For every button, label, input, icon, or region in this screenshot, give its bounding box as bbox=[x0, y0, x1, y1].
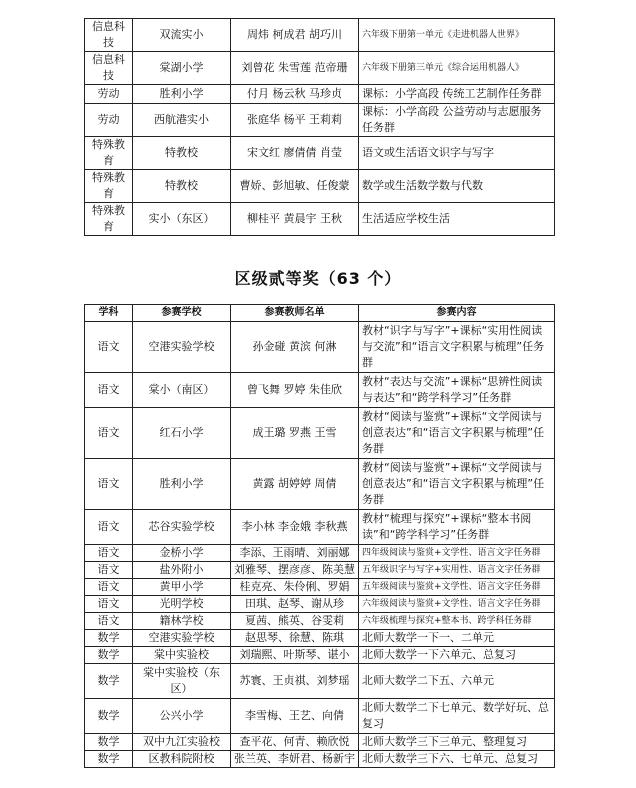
table-row bbox=[85, 85, 555, 104]
table-row bbox=[85, 203, 555, 236]
cell-school: 公兴小学 bbox=[133, 699, 231, 734]
cell-school: 棠中实验校（东区） bbox=[133, 664, 231, 699]
header-subject: 学科 bbox=[85, 305, 133, 322]
section-title: 区级贰等奖（63 个） bbox=[234, 269, 402, 288]
cell-subject: 信息科技 bbox=[85, 52, 133, 85]
cell-subject: 特殊教育 bbox=[85, 137, 133, 170]
cell-teachers: 付月 杨云秋 马珍贞 bbox=[231, 85, 359, 104]
cell-subject: 语文 bbox=[85, 510, 133, 545]
cell-teachers: 桂克亮、朱伶俐、罗娟 bbox=[231, 579, 359, 596]
header-school: 参赛学校 bbox=[133, 305, 231, 322]
table-row bbox=[85, 647, 555, 664]
table-row bbox=[85, 699, 555, 734]
table-row bbox=[85, 373, 555, 408]
cell-teachers: 周炜 柯成君 胡巧川 bbox=[231, 19, 359, 52]
table-header-row bbox=[85, 305, 555, 322]
cell-subject: 语文 bbox=[85, 562, 133, 579]
cell-subject: 语文 bbox=[85, 579, 133, 596]
cell-teachers: 成王璐 罗燕 王雪 bbox=[231, 408, 359, 459]
cell-subject: 数学 bbox=[85, 699, 133, 734]
award-table-continued bbox=[84, 18, 555, 236]
cell-teachers: 柳桂平 黄晨宇 王秋 bbox=[231, 203, 359, 236]
table-row bbox=[85, 137, 555, 170]
table-row bbox=[85, 104, 555, 137]
cell-school: 棠中实验校 bbox=[133, 647, 231, 664]
cell-school: 双流实小 bbox=[133, 19, 231, 52]
cell-school: 芯谷实验学校 bbox=[133, 510, 231, 545]
cell-teachers: 刘瑞熙、叶斯琴、谌小 bbox=[231, 647, 359, 664]
cell-content: 北师大数学一下六单元、总复习 bbox=[359, 647, 555, 664]
cell-subject: 劳动 bbox=[85, 104, 133, 137]
cell-school: 光明学校 bbox=[133, 596, 231, 613]
cell-school: 籍林学校 bbox=[133, 613, 231, 630]
cell-content: 五年级识字与写字+实用性、语言文字任务群 bbox=[359, 562, 555, 579]
table-row bbox=[85, 751, 555, 768]
table-row bbox=[85, 52, 555, 85]
table-row bbox=[85, 613, 555, 630]
cell-school: 盐外附小 bbox=[133, 562, 231, 579]
table-row bbox=[85, 562, 555, 579]
table-row bbox=[85, 596, 555, 613]
cell-school: 空港实验学校 bbox=[133, 630, 231, 647]
cell-school: 金桥小学 bbox=[133, 545, 231, 562]
cell-content: 教材“阅读与鉴赏”+课标“文学阅读与创意表达”和“语言文字积累与梳理”任务群 bbox=[359, 459, 555, 510]
cell-subject: 数学 bbox=[85, 734, 133, 751]
cell-content: 教材“识字与写字”+课标“实用性阅读与交流”和“语言文字积累与梳理”任务群 bbox=[359, 322, 555, 373]
table-row bbox=[85, 734, 555, 751]
cell-school: 棠湖小学 bbox=[133, 52, 231, 85]
table-row bbox=[85, 510, 555, 545]
cell-teachers: 刘曾花 朱雪莲 范帝珊 bbox=[231, 52, 359, 85]
header-content: 参赛内容 bbox=[359, 305, 555, 322]
cell-subject: 语文 bbox=[85, 596, 133, 613]
cell-teachers: 田琪、赵琴、谢从珍 bbox=[231, 596, 359, 613]
cell-subject: 语文 bbox=[85, 459, 133, 510]
cell-content: 语文或生活语文识字与写字 bbox=[359, 137, 555, 170]
table-row bbox=[85, 322, 555, 373]
cell-school: 区教科院附校 bbox=[133, 751, 231, 768]
cell-subject: 劳动 bbox=[85, 85, 133, 104]
cell-subject: 语文 bbox=[85, 613, 133, 630]
cell-content: 教材“表达与交流”+课标“思辨性阅读与表达”和“跨学科学习”任务群 bbox=[359, 373, 555, 408]
cell-teachers: 张庭华 杨平 王莉莉 bbox=[231, 104, 359, 137]
cell-subject: 信息科技 bbox=[85, 19, 133, 52]
cell-subject: 语文 bbox=[85, 373, 133, 408]
cell-teachers: 黄露 胡婷婷 周倩 bbox=[231, 459, 359, 510]
cell-content: 课标：小学高段 公益劳动与志愿服务任务群 bbox=[359, 104, 555, 137]
cell-content: 六年级下册第三单元《综合运用机器人》 bbox=[359, 52, 555, 85]
cell-school: 西航港实小 bbox=[133, 104, 231, 137]
cell-teachers: 孙金碰 黄滨 何淋 bbox=[231, 322, 359, 373]
cell-teachers: 刘雅琴、摆彦彦、陈美慧 bbox=[231, 562, 359, 579]
cell-subject: 数学 bbox=[85, 751, 133, 768]
cell-subject: 语文 bbox=[85, 545, 133, 562]
cell-content: 课标：小学高段 传统工艺制作任务群 bbox=[359, 85, 555, 104]
cell-school: 实小（东区） bbox=[133, 203, 231, 236]
cell-teachers: 张兰英、李妍君、杨新宇 bbox=[231, 751, 359, 768]
cell-subject: 特殊教育 bbox=[85, 203, 133, 236]
cell-content: 北师大数学三下三单元、整理复习 bbox=[359, 734, 555, 751]
cell-content: 六年级梳理与探究+整本书、跨学科任务群 bbox=[359, 613, 555, 630]
cell-teachers: 夏茜、熊英、谷雯莉 bbox=[231, 613, 359, 630]
cell-subject: 语文 bbox=[85, 408, 133, 459]
cell-content: 四年级阅读与鉴赏+文学性、语言文字任务群 bbox=[359, 545, 555, 562]
cell-content: 教材“梳理与探究”+课标“整本书阅读”和“跨学科学习”任务群 bbox=[359, 510, 555, 545]
cell-teachers: 苏寰、王贞祺、刘梦瑶 bbox=[231, 664, 359, 699]
cell-teachers: 李添、王雨晴、刘丽娜 bbox=[231, 545, 359, 562]
cell-school: 红石小学 bbox=[133, 408, 231, 459]
cell-school: 特教校 bbox=[133, 170, 231, 203]
cell-content: 北师大数学二下七单元、数学好玩、总复习 bbox=[359, 699, 555, 734]
cell-school: 空港实验学校 bbox=[133, 322, 231, 373]
table-row bbox=[85, 664, 555, 699]
table-row bbox=[85, 170, 555, 203]
second-prize-table bbox=[84, 304, 555, 768]
cell-school: 胜利小学 bbox=[133, 459, 231, 510]
cell-teachers: 查平花、何青、赖欣悦 bbox=[231, 734, 359, 751]
award-table-body bbox=[85, 19, 555, 236]
cell-subject: 语文 bbox=[85, 322, 133, 373]
cell-subject: 数学 bbox=[85, 630, 133, 647]
cell-teachers: 李小林 李金娥 李秋燕 bbox=[231, 510, 359, 545]
table-row bbox=[85, 408, 555, 459]
header-teachers: 参赛教师名单 bbox=[231, 305, 359, 322]
cell-school: 黄甲小学 bbox=[133, 579, 231, 596]
table-row bbox=[85, 459, 555, 510]
cell-school: 双中九江实验校 bbox=[133, 734, 231, 751]
cell-teachers: 李雪梅、王艺、向倩 bbox=[231, 699, 359, 734]
cell-content: 教材“阅读与鉴赏”+课标“文学阅读与创意表达”和“语言文字积累与梳理”任务群 bbox=[359, 408, 555, 459]
cell-school: 棠小（南区） bbox=[133, 373, 231, 408]
cell-content: 五年级阅读与鉴赏+文学性、语言文字任务群 bbox=[359, 579, 555, 596]
cell-teachers: 宋文红 廖倩倩 肖莹 bbox=[231, 137, 359, 170]
cell-subject: 数学 bbox=[85, 664, 133, 699]
table-row bbox=[85, 579, 555, 596]
cell-teachers: 赵思琴、徐慧、陈琪 bbox=[231, 630, 359, 647]
cell-content: 生活适应学校生活 bbox=[359, 203, 555, 236]
cell-content: 北师大数学一下一、二单元 bbox=[359, 630, 555, 647]
table-row bbox=[85, 19, 555, 52]
cell-subject: 特殊教育 bbox=[85, 170, 133, 203]
cell-school: 特教校 bbox=[133, 137, 231, 170]
cell-content: 六年级下册第一单元《走进机器人世界》 bbox=[359, 19, 555, 52]
cell-subject: 数学 bbox=[85, 647, 133, 664]
table-row bbox=[85, 630, 555, 647]
second-prize-table-body bbox=[85, 322, 555, 768]
cell-content: 北师大数学三下六、七单元、总复习 bbox=[359, 751, 555, 768]
cell-content: 六年级阅读与鉴赏+文学性、语言文字任务群 bbox=[359, 596, 555, 613]
cell-school: 胜利小学 bbox=[133, 85, 231, 104]
cell-teachers: 曹娇、彭旭敏、任俊蒙 bbox=[231, 170, 359, 203]
cell-teachers: 曾飞舞 罗婷 朱佳欣 bbox=[231, 373, 359, 408]
cell-content: 数学或生活数学数与代数 bbox=[359, 170, 555, 203]
table-row bbox=[85, 545, 555, 562]
cell-content: 北师大数学二下五、六单元 bbox=[359, 664, 555, 699]
